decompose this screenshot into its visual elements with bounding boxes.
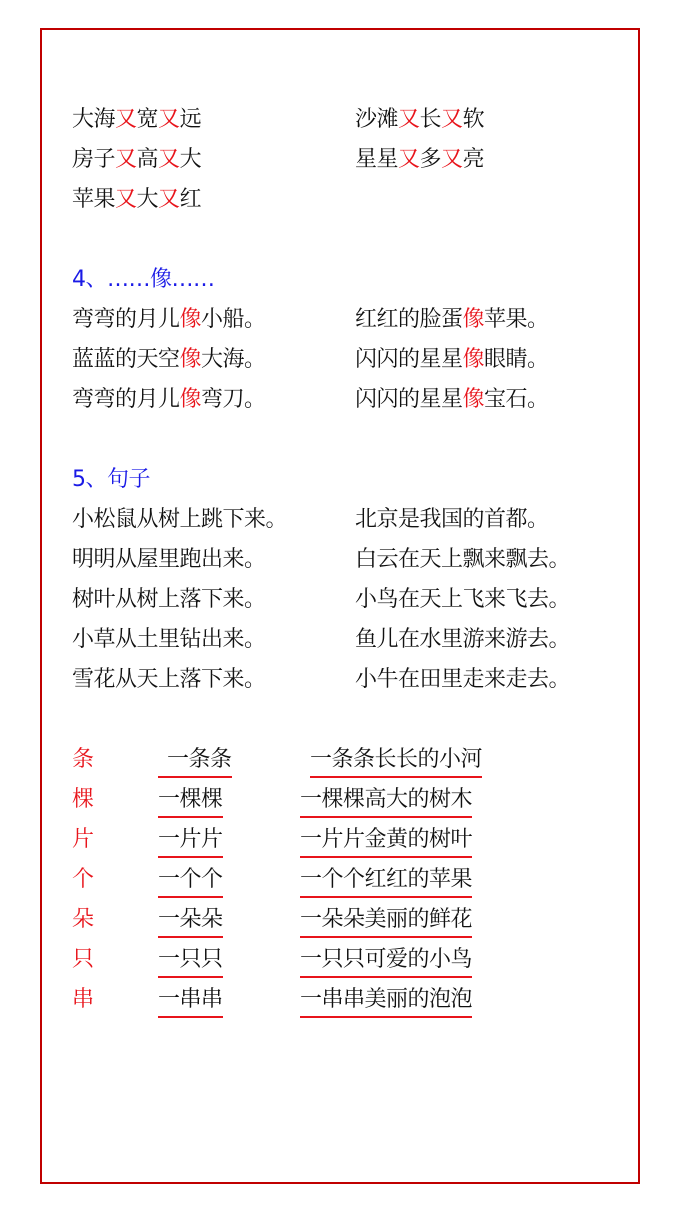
sentence-line: 小牛在田里走来走去。 <box>355 667 571 692</box>
highlight-word: 又 <box>158 187 180 212</box>
simile-line <box>355 345 549 375</box>
highlight-word: 像 <box>462 347 485 372</box>
measure-phrase: 一棵棵高大的树木 <box>300 785 472 818</box>
highlight-word: 像 <box>179 387 202 412</box>
measure-phrase: 一条条长长的小河 <box>310 745 482 778</box>
measure-word: 个 <box>72 867 94 892</box>
highlight-word: 又 <box>158 147 180 172</box>
sentence-line: 雪花从天上落下来。 <box>72 667 266 692</box>
text-segment: 大海。 <box>201 347 266 372</box>
highlight-word: 像 <box>179 307 202 332</box>
section-heading: 5、句子 <box>72 467 150 492</box>
measure-word: 条 <box>72 747 94 772</box>
reduplicated-word: 一个个 <box>158 865 223 898</box>
text-segment: 多 <box>419 147 442 172</box>
text-segment: 弯刀。 <box>201 387 266 412</box>
highlight-word: 又 <box>158 107 180 132</box>
sentence-line: 树叶从树上落下来。 <box>72 587 266 612</box>
highlight-word: 像 <box>462 307 485 332</box>
reduplicated-word: 一棵棵 <box>158 785 223 818</box>
text-segment: 蓝蓝的天空 <box>72 347 180 372</box>
reduplicated-word: 一朵朵 <box>158 905 223 938</box>
sentence-line: 白云在天上飘来飘去。 <box>355 547 571 572</box>
text-segment: 大 <box>136 187 159 212</box>
text-segment: 弯弯的月儿 <box>72 387 180 412</box>
text-segment: 长 <box>419 107 442 132</box>
reduplicated-word: 一只只 <box>158 945 223 978</box>
simile-line <box>72 385 266 415</box>
sentence-line: 北京是我国的首都。 <box>355 507 549 532</box>
text-segment: 红红的脸蛋 <box>355 307 463 332</box>
simile-line <box>355 305 549 335</box>
simile-line <box>355 385 549 415</box>
sentence-line: 明明从屋里跑出来。 <box>72 547 266 572</box>
phrase-line <box>72 185 201 215</box>
simile-line <box>72 345 266 375</box>
highlight-word: 又 <box>441 147 463 172</box>
sentence-line: 小草从土里钻出来。 <box>72 627 266 652</box>
phrase-line <box>355 105 484 135</box>
sentence-line: 鱼儿在水里游来游去。 <box>355 627 571 652</box>
text-segment: 宽 <box>136 107 159 132</box>
measure-phrase: 一只只可爱的小鸟 <box>300 945 472 978</box>
text-segment: 大海 <box>72 107 116 132</box>
measure-word: 只 <box>72 947 94 972</box>
highlight-word: 像 <box>462 387 485 412</box>
highlight-word: 又 <box>398 147 420 172</box>
phrase-line <box>72 105 201 135</box>
highlight-word: 又 <box>115 187 137 212</box>
text-segment: 大 <box>179 147 202 172</box>
text-segment: 远 <box>179 107 202 132</box>
text-segment: 闪闪的星星 <box>355 387 463 412</box>
highlight-word: 又 <box>398 107 420 132</box>
section-heading: 4、……像…… <box>72 267 215 292</box>
reduplicated-word: 一片片 <box>158 825 223 858</box>
measure-word: 棵 <box>72 787 94 812</box>
phrase-line <box>72 145 201 175</box>
text-segment: 房子 <box>72 147 116 172</box>
reduplicated-word: 一串串 <box>158 985 223 1018</box>
measure-phrase: 一串串美丽的泡泡 <box>300 985 472 1018</box>
text-segment: 高 <box>136 147 159 172</box>
highlight-word: 又 <box>441 107 463 132</box>
text-segment: 亮 <box>462 147 485 172</box>
measure-word: 串 <box>72 987 94 1012</box>
text-segment: 星星 <box>355 147 399 172</box>
text-segment: 红 <box>179 187 202 212</box>
highlight-word: 又 <box>115 107 137 132</box>
sentence-line: 小鸟在天上飞来飞去。 <box>355 587 571 612</box>
text-segment: 小船。 <box>201 307 266 332</box>
simile-line <box>72 305 266 335</box>
measure-phrase: 一个个红红的苹果 <box>300 865 472 898</box>
text-segment: 沙滩 <box>355 107 399 132</box>
highlight-word: 像 <box>179 347 202 372</box>
highlight-word: 又 <box>115 147 137 172</box>
sentence-line: 小松鼠从树上跳下来。 <box>72 507 288 532</box>
text-segment: 弯弯的月儿 <box>72 307 180 332</box>
text-segment: 苹果 <box>72 187 116 212</box>
text-segment: 眼睛。 <box>484 347 549 372</box>
measure-word: 片 <box>72 827 94 852</box>
measure-word: 朵 <box>72 907 94 932</box>
reduplicated-word: 一条条 <box>158 745 232 778</box>
text-segment: 软 <box>462 107 485 132</box>
text-segment: 苹果。 <box>484 307 549 332</box>
text-segment: 闪闪的星星 <box>355 347 463 372</box>
measure-phrase: 一朵朵美丽的鲜花 <box>300 905 472 938</box>
measure-phrase: 一片片金黄的树叶 <box>300 825 472 858</box>
phrase-line <box>355 145 484 175</box>
text-segment: 宝石。 <box>484 387 549 412</box>
